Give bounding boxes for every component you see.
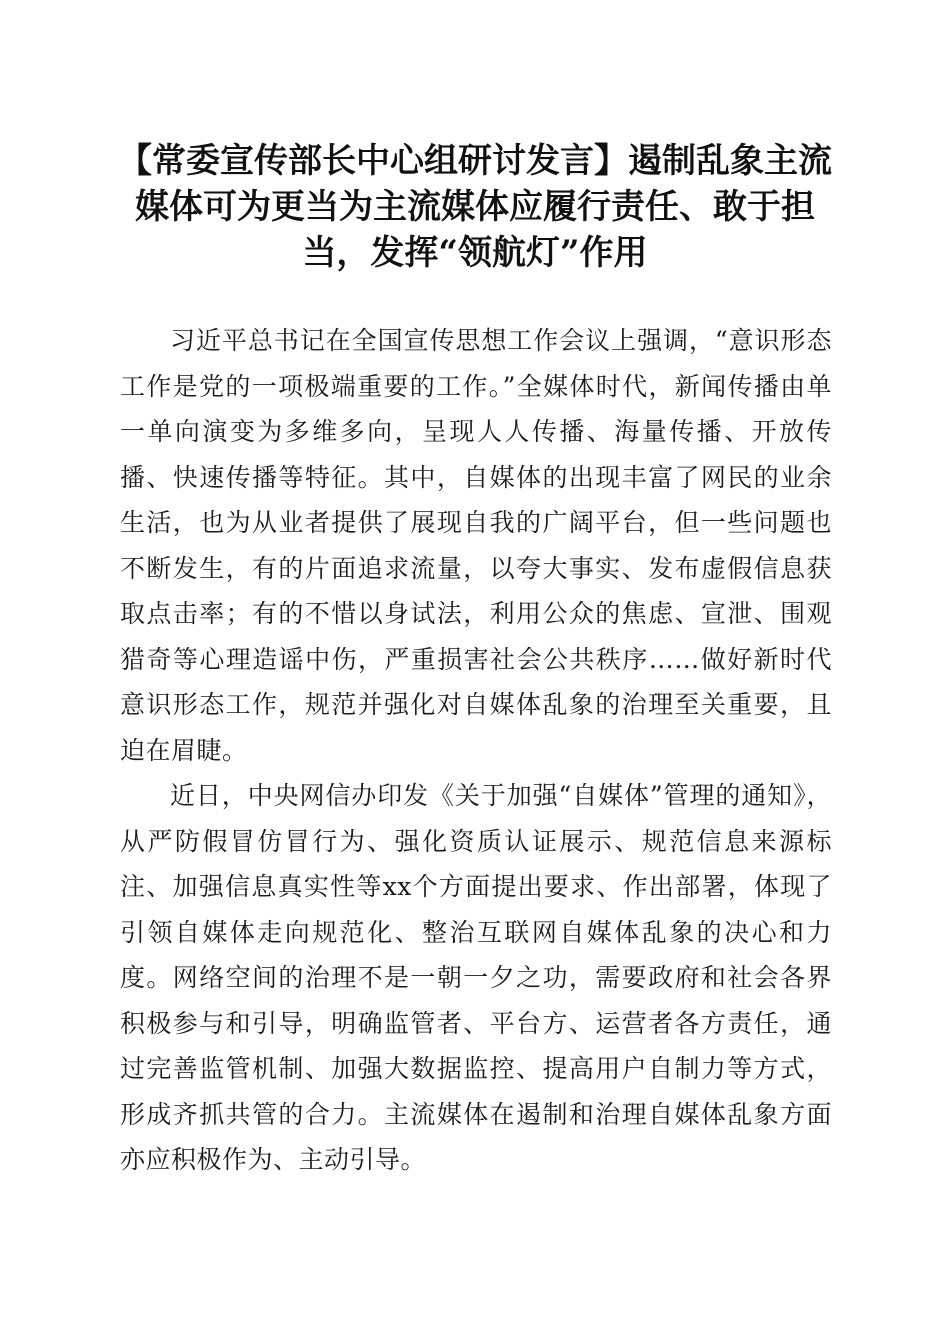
paragraph: 近日，中央网信办印发《关于加强“自媒体”管理的通知》，从严防假冒仿冒行为、强化资质认证展示、规范信息来源标注、加强信息真实性等xx个方面提出要求、作出部署，体现了引领自媒体走向规范化、整治互联网自媒体乱象的决心和力度。网络空间的治理不是一朝一夕之功，需要政府和社会各界积极参与和引导，明确监管者、平台方、运营者各方责任，通过完善监管机制、加强大数据监控、提高用户自制力等方式，形成齐抓共管的合力。主流媒体在遏制和治理自媒体乱象方面亦应积极作为、主动引导。 xyxy=(120,781,832,1174)
paragraph: 习近平总书记在全国宣传思想工作会议上强调，“意识形态工作是党的一项极端重要的工作。”全媒体时代，新闻传播由单一单向演变为多维多向，呈现人人传播、海量传播、开放传播、快速传播等特征。其中，自媒体的出现丰富了网民的业余生活，也为从业者提供了展现自我的广阔平台，但一些问题也不断发生，有的片面追求流量，以夸大事实、发布虚假信息获取点击率；有的不惜以身试法，利用公众的焦虑、宣泄、围观猎奇等心理造谣中伤，严重损害社会公共秩序……做好新时代意识形态工作，规范并强化对自媒体乱象的治理至关重要，且迫在眉睫。 xyxy=(120,326,832,765)
document-body xyxy=(120,318,832,1183)
document-title: 【常委宣传部长中心组研讨发言】遏制乱象主流媒体可为更当为主流媒体应履行责任、敢于担当，发挥“领航灯”作用 xyxy=(118,141,832,273)
